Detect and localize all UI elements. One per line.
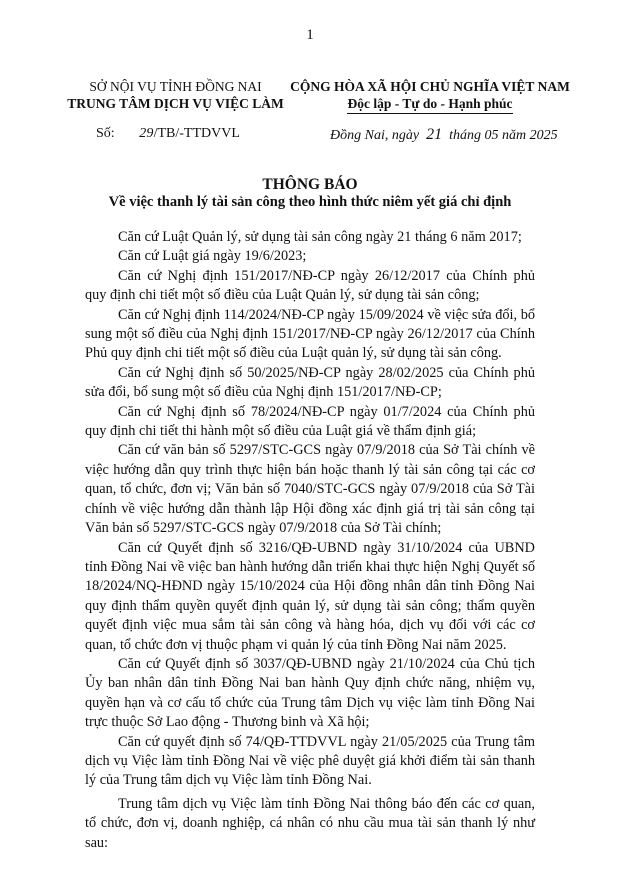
document-subtitle: Về việc thanh lý tài sản công theo hình thức niêm yết giá chỉ định (108, 194, 512, 210)
date-suffix: tháng 05 năm 2025 (449, 128, 558, 143)
parent-organization: SỞ NỘI VỤ TỈNH ĐỒNG NAI (89, 79, 262, 94)
paragraph: Căn cứ Luật Quản lý, sử dụng tài sản công ngày 21 tháng 6 năm 2017; (118, 229, 522, 245)
document-body (85, 228, 535, 853)
paragraph: Căn cứ Quyết định số 3037/QĐ-UBND ngày 21/10/2024 của Chủ tịch Ủy ban nhân dân tỉnh Đồng Nai ban hành Quy định chức năng, nhiệm vụ, quyền hạn và cơ cấu tổ chức của Trung tâm Dịch vụ việc làm tỉnh Đồng Nai trực thuộc Sở Lao động - Thương binh và Xã hội; (85, 655, 535, 731)
issuing-organization (58, 78, 293, 112)
document-title: THÔNG BÁO (262, 176, 358, 193)
document-number-label: Số: (96, 126, 115, 141)
document-number (96, 126, 240, 142)
handwritten-number: 29 (139, 126, 154, 141)
paragraph: Trung tâm dịch vụ Việc làm tỉnh Đồng Nai thông báo đến các cơ quan, tổ chức, đơn vị, doanh nghiệp, cá nhân có nhu cầu mua tài sản thanh lý như sau: (85, 795, 535, 851)
paragraph: Căn cứ Quyết định số 3216/QĐ-UBND ngày 31/10/2024 của UBND tỉnh Đồng Nai về việc ban hành hướng dẫn triển khai thực hiện Nghị Quyết số 18/2024/NQ-HĐND ngày 15/10/2024 của Hội đồng nhân dân tỉnh Đồng Nai quy định thẩm quyền quyết định quản lý, sử dụng tài sản công; thẩm quyền quyết định việc mua sắm tài sản công và hàng hóa, dịch vụ đối với các cơ quan, tổ chức đơn vị thuộc phạm vi quản lý của tỉnh Đồng Nai năm 2025. (85, 539, 535, 653)
paragraph: Căn cứ văn bản số 5297/STC-GCS ngày 07/9/2018 của Sở Tài chính về việc hướng dẫn quy trình thực hiện bán hoặc thanh lý tài sản công tại các cơ quan, tổ chức, đơn vị; Văn bản số 7040/STC-GCS ngày 07/9/2018 của Sở Tài chính về việc hướng dẫn thành lập Hội đồng xác định giá trị tài sản công tại Văn bản số 5297/STC-GCS ngày 07/9/2018 của Sở Tài chính; (85, 442, 535, 537)
page-number: 1 (306, 27, 314, 43)
national-header (280, 78, 580, 114)
handwritten-day: 21 (426, 126, 443, 143)
document-date (330, 126, 558, 144)
organization-name: TRUNG TÂM DỊCH VỤ VIỆC LÀM (67, 96, 284, 111)
paragraph: Căn cứ quyết định số 74/QĐ-TTDVVL ngày 21/05/2025 của Trung tâm dịch vụ Việc làm tỉnh Đồng Nai về việc phê duyệt giá khởi điểm tài sản thanh lý của Trung tâm dịch vụ Việc làm tỉnh Đồng Nai. (85, 733, 535, 789)
paragraph: Căn cứ Nghị định 151/2017/NĐ-CP ngày 26/12/2017 của Chính phủ quy định chi tiết một số điều của Luật Quản lý, sử dụng tài sản công; (85, 267, 535, 304)
paragraph: Căn cứ Nghị định số 50/2025/NĐ-CP ngày 28/02/2025 của Chính phủ sửa đổi, bổ sung một số điều của Nghị định 151/2017/NĐ-CP; (85, 364, 535, 401)
paragraph: Căn cứ Luật giá ngày 19/6/2023; (118, 248, 307, 265)
country-name: CỘNG HÒA XÃ HỘI CHỦ NGHĨA VIỆT NAM (290, 79, 570, 94)
paragraph: Căn cứ Nghị định số 78/2024/NĐ-CP ngày 01/7/2024 của Chính phủ quy định chi tiết thi hành một số điều của Luật giá về thẩm định giá; (85, 403, 535, 440)
date-prefix: Đồng Nai, ngày (330, 128, 420, 143)
document-code: /TB/-TTDVVL (153, 126, 240, 141)
national-motto: Độc lập - Tự do - Hạnh phúc (347, 95, 512, 114)
paragraph: Căn cứ Nghị định 114/2024/NĐ-CP ngày 15/09/2024 về việc sửa đổi, bổ sung một số điều của Nghị định 151/2017/NĐ-CP ngày 26/12/2017 của Chính Phủ quy định chi tiết một số điều của Luật quản lý, sử dụng tài sản công. (85, 306, 535, 362)
